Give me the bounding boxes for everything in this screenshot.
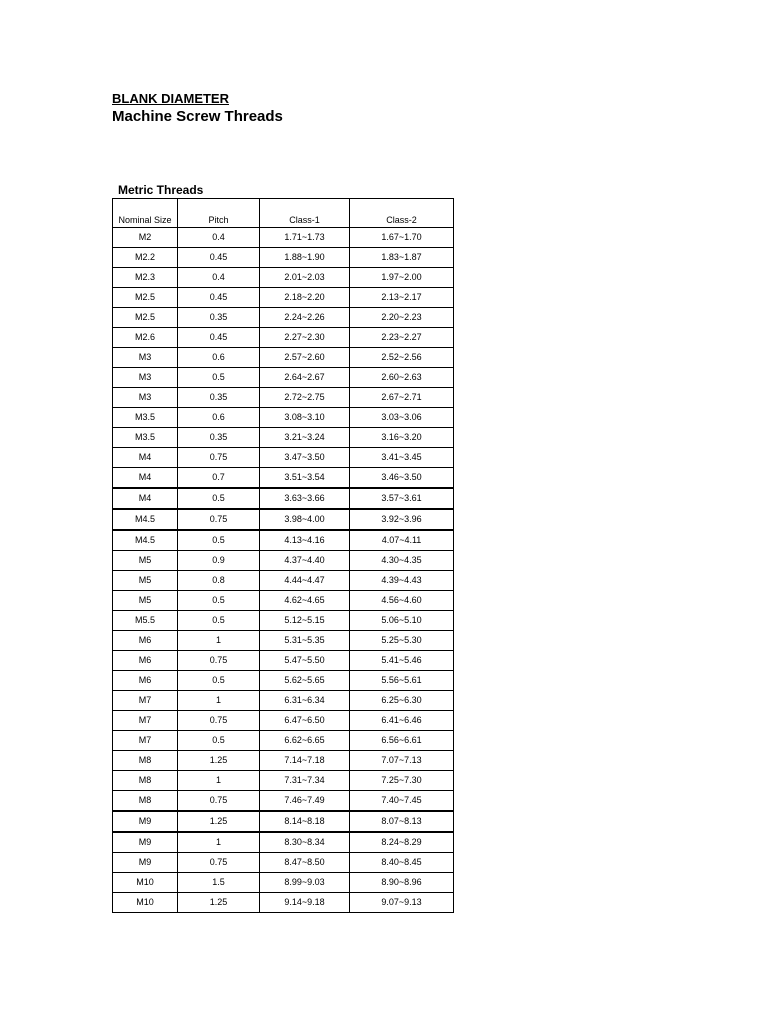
cell-nominal-size: M4.5 <box>113 530 178 551</box>
table-row <box>113 751 454 771</box>
table-row <box>113 448 454 468</box>
table-row <box>113 551 454 571</box>
cell-class-2: 8.90~8.96 <box>350 873 454 893</box>
cell-nominal-size: M8 <box>113 791 178 812</box>
table-row <box>113 228 454 248</box>
table-row <box>113 791 454 812</box>
cell-class-1: 2.24~2.26 <box>260 308 350 328</box>
table-row <box>113 509 454 530</box>
cell-class-1: 2.01~2.03 <box>260 268 350 288</box>
cell-class-1: 7.46~7.49 <box>260 791 350 812</box>
cell-class-1: 6.31~6.34 <box>260 691 350 711</box>
cell-pitch: 0.5 <box>178 671 260 691</box>
cell-class-2: 8.24~8.29 <box>350 832 454 853</box>
cell-class-1: 5.31~5.35 <box>260 631 350 651</box>
cell-pitch: 0.75 <box>178 651 260 671</box>
cell-pitch: 0.35 <box>178 388 260 408</box>
cell-nominal-size: M10 <box>113 893 178 913</box>
table-row <box>113 571 454 591</box>
table-row <box>113 248 454 268</box>
cell-pitch: 0.5 <box>178 530 260 551</box>
cell-nominal-size: M5 <box>113 551 178 571</box>
cell-class-1: 7.14~7.18 <box>260 751 350 771</box>
cell-pitch: 1 <box>178 771 260 791</box>
cell-class-2: 4.30~4.35 <box>350 551 454 571</box>
table-row <box>113 308 454 328</box>
cell-class-1: 3.98~4.00 <box>260 509 350 530</box>
table-row <box>113 711 454 731</box>
cell-class-2: 2.67~2.71 <box>350 388 454 408</box>
cell-nominal-size: M3 <box>113 368 178 388</box>
cell-nominal-size: M7 <box>113 691 178 711</box>
cell-nominal-size: M6 <box>113 651 178 671</box>
cell-class-1: 3.63~3.66 <box>260 488 350 509</box>
cell-nominal-size: M3 <box>113 388 178 408</box>
cell-pitch: 1 <box>178 631 260 651</box>
cell-class-1: 3.08~3.10 <box>260 408 350 428</box>
cell-class-2: 4.56~4.60 <box>350 591 454 611</box>
cell-pitch: 0.75 <box>178 791 260 812</box>
cell-class-1: 5.12~5.15 <box>260 611 350 631</box>
table-row <box>113 348 454 368</box>
cell-nominal-size: M4 <box>113 468 178 489</box>
cell-pitch: 0.35 <box>178 308 260 328</box>
cell-nominal-size: M3 <box>113 348 178 368</box>
table-row <box>113 408 454 428</box>
cell-class-1: 8.30~8.34 <box>260 832 350 853</box>
table-row <box>113 771 454 791</box>
cell-class-1: 5.62~5.65 <box>260 671 350 691</box>
cell-class-2: 1.83~1.87 <box>350 248 454 268</box>
cell-nominal-size: M2.5 <box>113 308 178 328</box>
cell-class-2: 3.46~3.50 <box>350 468 454 489</box>
table-header-row <box>113 199 454 228</box>
header-nominal-size: Nominal Size <box>113 199 178 228</box>
cell-class-2: 6.41~6.46 <box>350 711 454 731</box>
cell-nominal-size: M4.5 <box>113 509 178 530</box>
cell-class-1: 8.99~9.03 <box>260 873 350 893</box>
table-row <box>113 853 454 873</box>
cell-class-2: 3.16~3.20 <box>350 428 454 448</box>
cell-pitch: 0.45 <box>178 248 260 268</box>
cell-nominal-size: M2 <box>113 228 178 248</box>
cell-class-1: 3.21~3.24 <box>260 428 350 448</box>
cell-class-1: 2.27~2.30 <box>260 328 350 348</box>
cell-class-1: 5.47~5.50 <box>260 651 350 671</box>
cell-pitch: 0.75 <box>178 448 260 468</box>
table-row <box>113 671 454 691</box>
cell-pitch: 0.5 <box>178 488 260 509</box>
cell-nominal-size: M5 <box>113 591 178 611</box>
cell-nominal-size: M4 <box>113 448 178 468</box>
cell-nominal-size: M10 <box>113 873 178 893</box>
cell-pitch: 0.35 <box>178 428 260 448</box>
table-row <box>113 893 454 913</box>
cell-class-2: 2.23~2.27 <box>350 328 454 348</box>
cell-nominal-size: M8 <box>113 771 178 791</box>
cell-nominal-size: M2.3 <box>113 268 178 288</box>
cell-pitch: 1.25 <box>178 811 260 832</box>
cell-class-2: 5.06~5.10 <box>350 611 454 631</box>
header-class-2: Class-2 <box>350 199 454 228</box>
cell-nominal-size: M5 <box>113 571 178 591</box>
cell-class-1: 9.14~9.18 <box>260 893 350 913</box>
cell-class-1: 2.57~2.60 <box>260 348 350 368</box>
cell-pitch: 0.75 <box>178 711 260 731</box>
cell-nominal-size: M7 <box>113 711 178 731</box>
cell-pitch: 0.45 <box>178 288 260 308</box>
cell-class-1: 3.51~3.54 <box>260 468 350 489</box>
document-title: BLANK DIAMETER <box>112 91 229 106</box>
cell-class-2: 1.97~2.00 <box>350 268 454 288</box>
cell-nominal-size: M2.6 <box>113 328 178 348</box>
cell-pitch: 1.25 <box>178 751 260 771</box>
cell-pitch: 1 <box>178 691 260 711</box>
cell-pitch: 0.5 <box>178 591 260 611</box>
cell-class-2: 7.40~7.45 <box>350 791 454 812</box>
table-row <box>113 530 454 551</box>
cell-nominal-size: M8 <box>113 751 178 771</box>
cell-class-1: 4.62~4.65 <box>260 591 350 611</box>
cell-nominal-size: M9 <box>113 811 178 832</box>
cell-class-2: 3.92~3.96 <box>350 509 454 530</box>
table-body <box>113 228 454 913</box>
cell-class-1: 6.62~6.65 <box>260 731 350 751</box>
table-row <box>113 691 454 711</box>
cell-pitch: 1.5 <box>178 873 260 893</box>
cell-pitch: 0.4 <box>178 268 260 288</box>
table-row <box>113 651 454 671</box>
cell-class-2: 6.56~6.61 <box>350 731 454 751</box>
cell-class-1: 6.47~6.50 <box>260 711 350 731</box>
table-row <box>113 832 454 853</box>
table-row <box>113 611 454 631</box>
cell-class-1: 1.71~1.73 <box>260 228 350 248</box>
cell-class-2: 5.25~5.30 <box>350 631 454 651</box>
cell-nominal-size: M2.2 <box>113 248 178 268</box>
cell-class-1: 3.47~3.50 <box>260 448 350 468</box>
metric-threads-table <box>112 198 454 913</box>
cell-class-2: 9.07~9.13 <box>350 893 454 913</box>
cell-class-1: 4.13~4.16 <box>260 530 350 551</box>
cell-nominal-size: M6 <box>113 631 178 651</box>
cell-pitch: 0.4 <box>178 228 260 248</box>
table-row <box>113 288 454 308</box>
cell-class-2: 3.41~3.45 <box>350 448 454 468</box>
cell-class-2: 2.20~2.23 <box>350 308 454 328</box>
cell-class-2: 5.41~5.46 <box>350 651 454 671</box>
cell-nominal-size: M9 <box>113 853 178 873</box>
cell-nominal-size: M7 <box>113 731 178 751</box>
cell-class-2: 3.03~3.06 <box>350 408 454 428</box>
cell-class-1: 4.44~4.47 <box>260 571 350 591</box>
cell-pitch: 1.25 <box>178 893 260 913</box>
cell-class-1: 8.47~8.50 <box>260 853 350 873</box>
header-pitch: Pitch <box>178 199 260 228</box>
cell-class-2: 8.07~8.13 <box>350 811 454 832</box>
cell-class-2: 4.39~4.43 <box>350 571 454 591</box>
table-row <box>113 268 454 288</box>
cell-pitch: 0.8 <box>178 571 260 591</box>
table-row <box>113 488 454 509</box>
cell-class-1: 7.31~7.34 <box>260 771 350 791</box>
cell-pitch: 1 <box>178 832 260 853</box>
cell-nominal-size: M2.5 <box>113 288 178 308</box>
document-subtitle: Machine Screw Threads <box>112 108 283 125</box>
cell-pitch: 0.5 <box>178 368 260 388</box>
cell-class-1: 2.18~2.20 <box>260 288 350 308</box>
cell-nominal-size: M3.5 <box>113 408 178 428</box>
section-title: Metric Threads <box>118 183 204 197</box>
cell-nominal-size: M4 <box>113 488 178 509</box>
cell-class-2: 1.67~1.70 <box>350 228 454 248</box>
cell-pitch: 0.9 <box>178 551 260 571</box>
cell-nominal-size: M6 <box>113 671 178 691</box>
cell-pitch: 0.75 <box>178 509 260 530</box>
table-row <box>113 428 454 448</box>
cell-class-1: 8.14~8.18 <box>260 811 350 832</box>
cell-class-2: 2.52~2.56 <box>350 348 454 368</box>
cell-class-1: 4.37~4.40 <box>260 551 350 571</box>
cell-class-2: 4.07~4.11 <box>350 530 454 551</box>
cell-class-2: 7.25~7.30 <box>350 771 454 791</box>
cell-pitch: 0.5 <box>178 611 260 631</box>
table-row <box>113 873 454 893</box>
cell-class-2: 7.07~7.13 <box>350 751 454 771</box>
cell-pitch: 0.75 <box>178 853 260 873</box>
table-row <box>113 731 454 751</box>
cell-class-2: 8.40~8.45 <box>350 853 454 873</box>
cell-class-1: 2.64~2.67 <box>260 368 350 388</box>
cell-pitch: 0.6 <box>178 408 260 428</box>
table-row <box>113 631 454 651</box>
table-row <box>113 591 454 611</box>
cell-class-1: 1.88~1.90 <box>260 248 350 268</box>
table-row <box>113 368 454 388</box>
cell-nominal-size: M9 <box>113 832 178 853</box>
cell-pitch: 0.5 <box>178 731 260 751</box>
cell-class-2: 6.25~6.30 <box>350 691 454 711</box>
table-row <box>113 388 454 408</box>
cell-pitch: 0.6 <box>178 348 260 368</box>
table-row <box>113 328 454 348</box>
header-class-1: Class-1 <box>260 199 350 228</box>
table-row <box>113 468 454 489</box>
cell-class-2: 5.56~5.61 <box>350 671 454 691</box>
cell-class-2: 3.57~3.61 <box>350 488 454 509</box>
cell-nominal-size: M5.5 <box>113 611 178 631</box>
cell-class-2: 2.13~2.17 <box>350 288 454 308</box>
cell-pitch: 0.45 <box>178 328 260 348</box>
table-row <box>113 811 454 832</box>
cell-class-2: 2.60~2.63 <box>350 368 454 388</box>
cell-class-1: 2.72~2.75 <box>260 388 350 408</box>
cell-pitch: 0.7 <box>178 468 260 489</box>
cell-nominal-size: M3.5 <box>113 428 178 448</box>
